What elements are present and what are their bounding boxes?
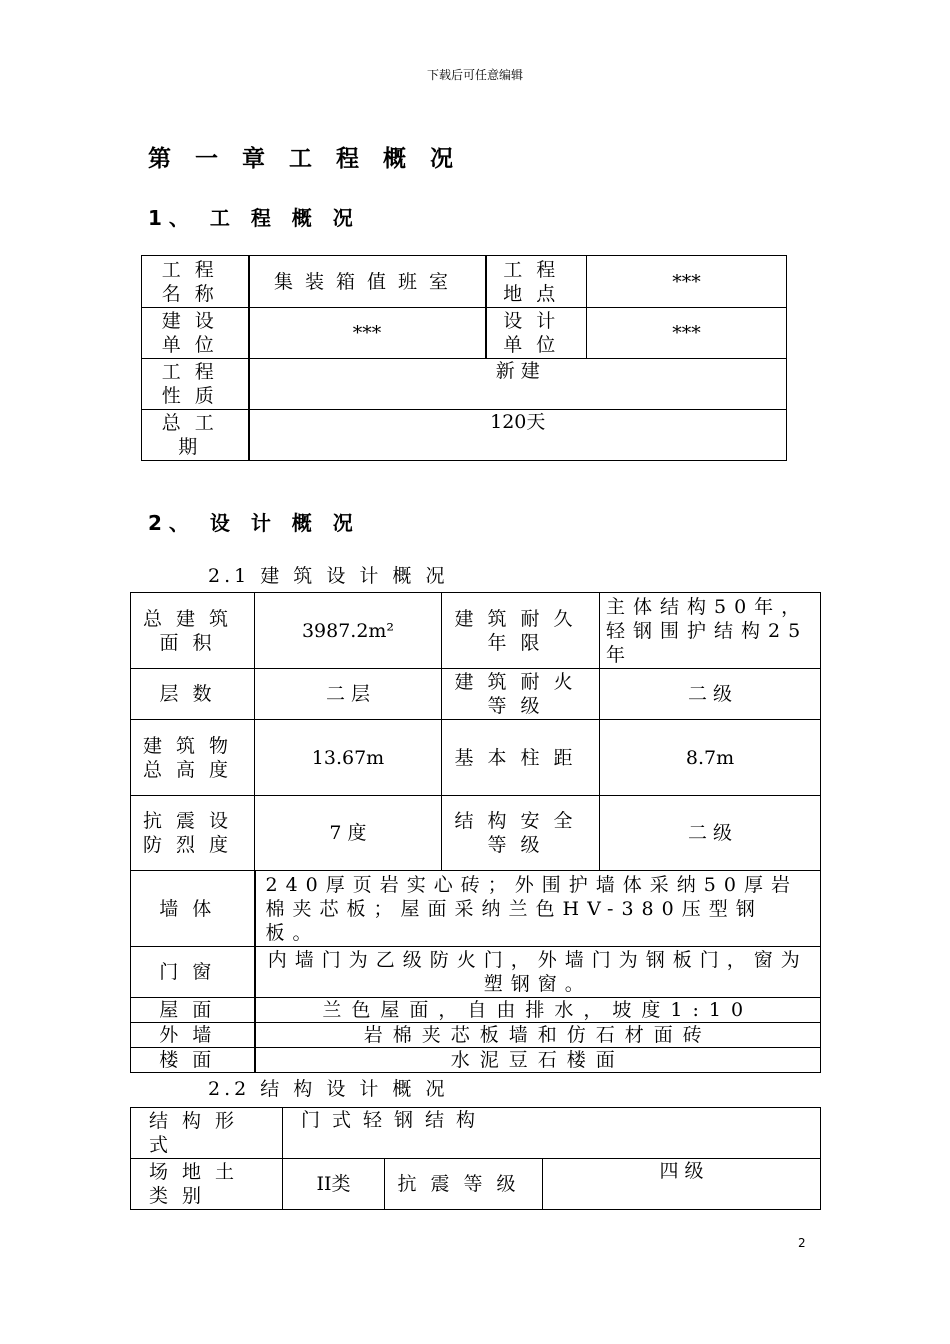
builder-value: ***: [249, 308, 486, 359]
table-row: [131, 998, 821, 1023]
table-row: [131, 669, 821, 720]
project-nature-value: 新 建: [249, 359, 787, 410]
total-area-label: 总建筑面积: [131, 593, 255, 669]
builder-label: 建设单位: [142, 308, 249, 359]
arch-design-table: [130, 592, 821, 1073]
table-row: [142, 308, 787, 359]
fire-rating-label: 建筑耐火等级: [442, 669, 600, 720]
table-row: [131, 1048, 821, 1073]
structure-type-label: 结构形式: [131, 1108, 283, 1159]
structure-type-value: 门式轻钢结构: [283, 1108, 821, 1159]
roof-value: 兰色屋面，自由排水，坡度1:10: [255, 998, 821, 1023]
designer-label: 设计单位: [486, 308, 587, 359]
project-name-value: 集装箱值班室: [249, 256, 486, 308]
page-number: 2: [798, 1236, 806, 1250]
duration-value: 120天: [249, 410, 787, 461]
table-row: [142, 256, 787, 308]
column-spacing-label: 基本柱距: [442, 720, 600, 796]
page-header-note: 下载后可任意编辑: [426, 68, 523, 82]
floors-value: 二 层: [255, 669, 442, 720]
seismic-grade-label: 抗震等级: [385, 1159, 543, 1210]
total-area-value: 3987.2m²: [255, 593, 442, 669]
wall-value: 240厚页岩实心砖；外围护墙体采纳50厚岩棉夹芯板；屋面采纳兰色HV-380压型钢板。: [255, 871, 821, 947]
doors-windows-value: 内墙门为乙级防火门，外墙门为钢板门，窗为塑钢窗。: [255, 947, 821, 998]
table-row: [131, 1108, 821, 1159]
struct-design-table: [130, 1107, 821, 1210]
project-nature-label: 工程性质: [142, 359, 249, 410]
struct-design-title: 2.2 结 构 设 计 概 况: [208, 1078, 449, 1100]
seismic-intensity-label: 抗震设防烈度: [131, 796, 255, 871]
site-soil-label: 场地土类别: [131, 1159, 283, 1210]
durability-value: 主体结构50年，轻钢围护结构25年: [600, 593, 821, 669]
table-row: [131, 1159, 821, 1210]
doors-windows-label: 门窗: [131, 947, 255, 998]
fire-rating-value: 二 级: [600, 669, 821, 720]
building-height-label: 建筑物总高度: [131, 720, 255, 796]
designer-value: ***: [587, 308, 787, 359]
duration-label: 总工期: [142, 410, 249, 461]
table-row: [131, 947, 821, 998]
table-row: [142, 410, 787, 461]
safety-level-value: 二 级: [600, 796, 821, 871]
table-row: [131, 593, 821, 669]
seismic-intensity-value: 7 度: [255, 796, 442, 871]
site-soil-value: II类: [283, 1159, 385, 1210]
floor-label: 楼面: [131, 1048, 255, 1073]
floors-label: 层数: [131, 669, 255, 720]
section-2-title: 2、 设 计 概 况: [148, 511, 360, 535]
exterior-wall-label: 外墙: [131, 1023, 255, 1048]
table-row: [131, 1023, 821, 1048]
table-row: [131, 796, 821, 871]
wall-label: 墙体: [131, 871, 255, 947]
project-name-label: 工程名称: [142, 256, 249, 308]
arch-design-title: 2.1 建 筑 设 计 概 况: [208, 565, 449, 587]
project-overview-table: [141, 255, 787, 461]
safety-level-label: 结构安全等级: [442, 796, 600, 871]
project-location-label: 工程地点: [486, 256, 587, 308]
table-row: [131, 720, 821, 796]
floor-value: 水泥豆石楼面: [255, 1048, 821, 1073]
table-row: [131, 871, 821, 947]
project-location-value: ***: [587, 256, 787, 308]
building-height-value: 13.67m: [255, 720, 442, 796]
durability-label: 建筑耐久年限: [442, 593, 600, 669]
table-row: [142, 359, 787, 410]
section-1-title: 1、 工 程 概 况: [148, 206, 360, 230]
exterior-wall-value: 岩棉夹芯板墙和仿石材面砖: [255, 1023, 821, 1048]
column-spacing-value: 8.7m: [600, 720, 821, 796]
seismic-grade-value: 四 级: [543, 1159, 821, 1210]
chapter-title: 第 一 章 工 程 概 况: [148, 146, 462, 172]
roof-label: 屋面: [131, 998, 255, 1023]
